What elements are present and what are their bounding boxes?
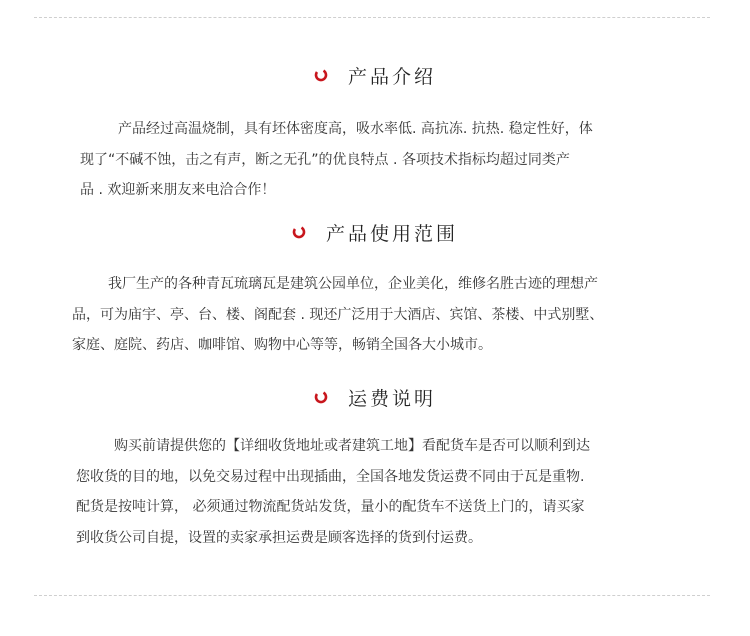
crescent-ring-icon <box>314 68 328 82</box>
paragraph-line: 现了“不碱不蚀，击之有声，断之无孔”的优良特点 . 各项技术指标均超过同类产 <box>80 151 570 168</box>
crescent-ring-icon <box>292 225 306 239</box>
bottom-divider <box>34 595 710 596</box>
section-paragraph-shipping <box>76 431 590 553</box>
paragraph-line: 您收货的目的地，以免交易过程中出现插曲，全国各地发货运费不同由于瓦是重物. <box>76 468 585 485</box>
section-title: 产品介绍 <box>347 65 436 88</box>
section-heading-shipping <box>0 382 750 412</box>
paragraph-line: 配货是按吨计算， 必须通过物流配货站发货，量小的配货车不送货上门的，请买家 <box>76 499 585 515</box>
paragraph-line: 品 . 欢迎新来朋友来电洽合作！ <box>80 182 276 198</box>
paragraph-line: 品，可为庙宇、亭、台、楼、阁配套 . 现还广泛用于大酒店、宾馆、茶楼、中式别墅、 <box>72 306 604 323</box>
paragraph-line: 产品经过高温烧制，具有坯体密度高，吸水率低. 高抗冻. 抗热. 稳定性好，体 <box>118 121 593 137</box>
paragraph-line: 购买前请提供您的【详细收货地址或者建筑工地】看配货车是否可以顺利到达 <box>114 438 590 454</box>
section-title: 产品使用范围 <box>325 222 458 245</box>
section-paragraph-usage-scope <box>72 269 603 361</box>
section-title: 运费说明 <box>347 387 436 410</box>
section-heading-usage-scope <box>0 217 750 247</box>
paragraph-line: 家庭、庭院、药店、咖啡馆、购物中心等等，畅销全国各大小城市。 <box>72 337 492 353</box>
paragraph-line: 到收货公司自提，设置的卖家承担运费是顾客选择的货到付运费。 <box>76 529 482 546</box>
section-paragraph-product-intro <box>80 114 593 206</box>
top-divider <box>34 17 710 18</box>
crescent-ring-icon <box>314 390 328 404</box>
paragraph-line: 我厂生产的各种青瓦琉璃瓦是建筑公园单位，企业美化，维修名胜古迹的理想产 <box>108 276 598 292</box>
section-heading-product-intro <box>0 60 750 90</box>
